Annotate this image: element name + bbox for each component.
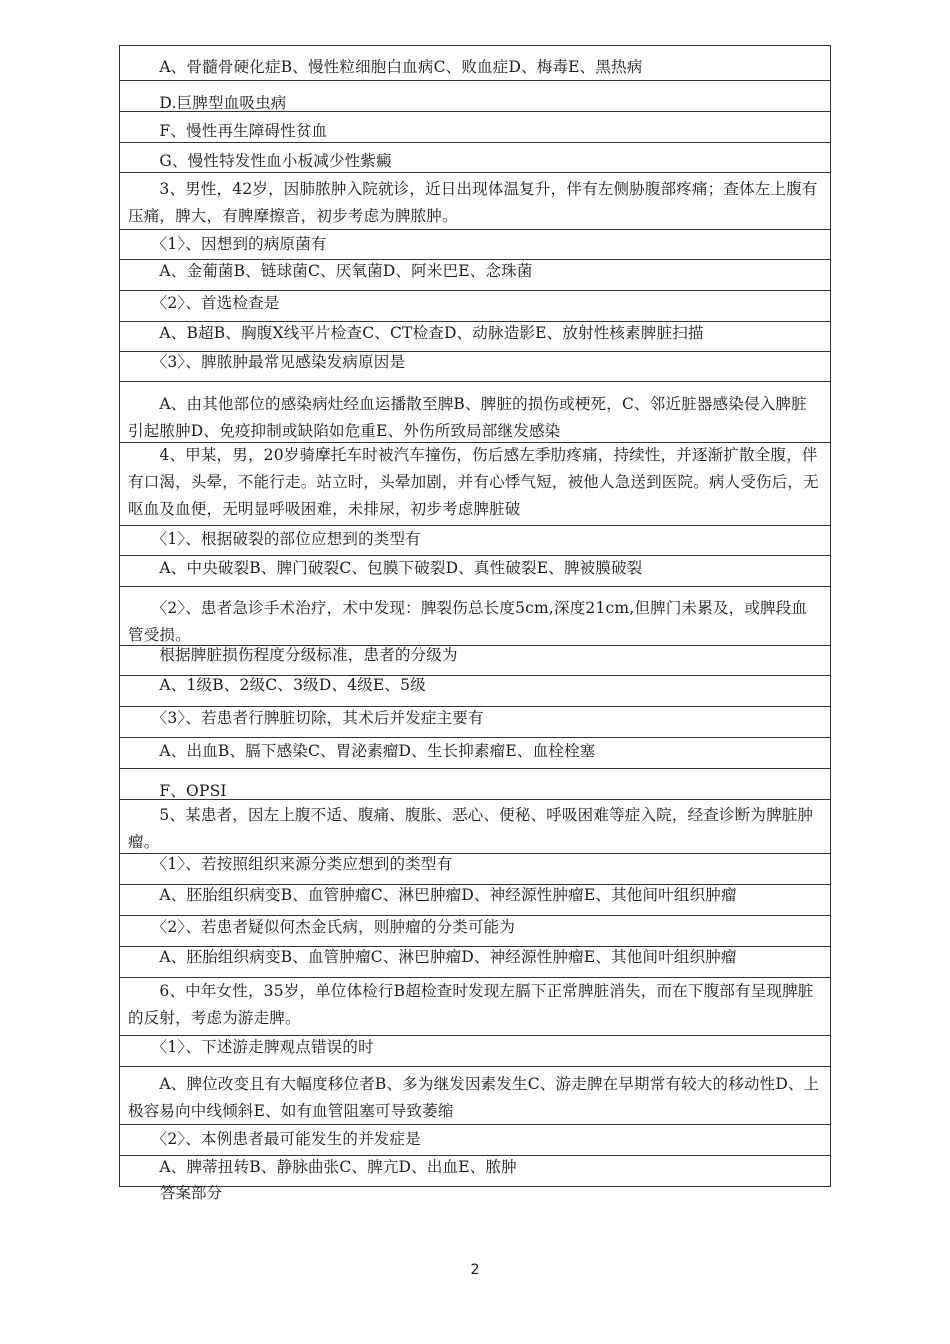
row-text: 〈3〉、脾脓肿最常见感染发病原因是 <box>128 353 406 371</box>
row-text: A、胚胎组织病变B、血管肿瘤C、淋巴肿瘤D、神经源性肿瘤E、其他间叶组织肿瘤 <box>128 948 737 966</box>
table-row <box>119 738 831 769</box>
row-text: A、出血B、膈下感染C、胃泌素瘤D、生长抑素瘤E、血栓栓塞 <box>128 742 596 760</box>
table-row <box>119 646 831 676</box>
table-row <box>119 291 831 322</box>
row-text: F、慢性再生障碍性贫血 <box>128 122 328 140</box>
table-row <box>119 916 831 947</box>
page-number: 2 <box>470 1262 480 1278</box>
row-text: G、慢性特发性血小板减少性紫癜 <box>128 152 392 170</box>
row-text: 〈2〉、患者急诊手术治疗，术中发现：脾裂伤总长度5cm,深度21cm,但脾门未累及，或脾段血管受损。 <box>128 599 808 644</box>
table-row <box>119 443 831 526</box>
table-row <box>119 112 831 143</box>
row-text: 〈1〉、下述游走脾观点错误的时 <box>128 1038 374 1056</box>
table-row <box>119 676 831 707</box>
table-row <box>119 978 831 1036</box>
row-text: A、骨髓骨硬化症B、慢性粒细胞白血病C、败血症D、梅毒E、黑热病 <box>128 58 643 76</box>
row-text: 根据脾脏损伤程度分级标准，患者的分级为 <box>128 646 458 664</box>
row-text: A、胚胎组织病变B、血管肿瘤C、淋巴肿瘤D、神经源性肿瘤E、其他间叶组织肿瘤 <box>128 886 737 904</box>
table-row <box>119 143 831 173</box>
row-text: D.巨脾型血吸虫病 <box>128 94 287 112</box>
table-row <box>119 230 831 260</box>
table-row <box>119 46 831 81</box>
table-row <box>119 173 831 230</box>
row-text: 〈1〉、因想到的病原菌有 <box>128 235 327 253</box>
row-text: A、金葡菌B、链球菌C、厌氧菌D、阿米巴E、念珠菌 <box>128 262 533 280</box>
row-text: A、脾位改变且有大幅度移位者B、多为继发因素发生C、游走脾在早期常有较大的移动性D、上极容易向中线倾斜E、如有血管阻塞可导致萎缩 <box>128 1075 820 1120</box>
table-row <box>119 322 831 352</box>
row-text: A、脾蒂扭转B、静脉曲张C、脾亢D、出血E、脓肿 <box>128 1158 517 1176</box>
table-row <box>119 800 831 854</box>
table-row <box>119 81 831 112</box>
table-row <box>119 1067 831 1125</box>
row-text: 4、甲某，男，20岁骑摩托车时被汽车撞伤，伤后感左季肋疼痛，持续性，并逐渐扩散全腹，伴有口渴，头晕，不能行走。站立时，头晕加剧，并有心悸气短，被他人急送到医院。病人受伤后，无呕血及血便，无明显呼吸困难，未排尿，初步考虑脾脏破 <box>128 446 819 518</box>
table-row <box>119 947 831 978</box>
row-text: 〈2〉、首选检查是 <box>128 294 280 312</box>
table-row <box>119 1125 831 1156</box>
row-text: 5、某患者，因左上腹不适、腹痛、腹胀、恶心、便秘、呼吸困难等症入院，经查诊断为脾脏肿瘤。 <box>128 806 814 851</box>
row-text: 〈3〉、若患者行脾脏切除，其术后并发症主要有 <box>128 709 484 727</box>
row-text: A、中央破裂B、脾门破裂C、包膜下破裂D、真性破裂E、脾被膜破裂 <box>128 559 643 577</box>
row-text: 〈1〉、根据破裂的部位应想到的类型有 <box>128 530 421 548</box>
row-text: 〈2〉、本例患者最可能发生的并发症是 <box>128 1130 421 1148</box>
row-text: 3、男性，42岁，因肺脓肿入院就诊，近日出现体温复升，伴有左侧胁腹部疼痛；查体左上腹有压痛，脾大，有脾摩擦音，初步考虑为脾脓肿。 <box>128 180 818 225</box>
row-text: A、由其他部位的感染病灶经血运播散至脾B、脾脏的损伤或梗死，C、邻近脏器感染侵入脾脏引起脓肿D、免疫抑制或缺陷如危重E、外伤所致局部继发感染 <box>128 395 807 440</box>
row-text: 〈2〉、若患者疑似何杰金氏病，则肿瘤的分类可能为 <box>128 918 516 936</box>
table-row <box>119 352 831 382</box>
row-text: 6、中年女性，35岁，单位体检行B超检查时发现左膈下正常脾脏消失，而在下腹部有呈现脾脏的反射，考虑为游走脾。 <box>128 982 814 1027</box>
table-row <box>119 382 831 443</box>
table-row <box>119 526 831 556</box>
table-row <box>119 556 831 587</box>
row-text: F、OPSI <box>128 782 227 800</box>
row-text: 〈1〉、若按照组织来源分类应想到的类型有 <box>128 855 453 873</box>
table-row <box>119 707 831 738</box>
table-row <box>119 260 831 291</box>
table-row <box>119 1036 831 1067</box>
table-row <box>119 1156 831 1187</box>
table-row <box>119 587 831 646</box>
row-text: A、B超B、胸腹X线平片检查C、CT检查D、动脉造影E、放射性核素脾脏扫描 <box>128 324 704 342</box>
table-row <box>119 885 831 916</box>
table-row <box>119 854 831 885</box>
row-text: A、1级B、2级C、3级D、4级E、5级 <box>128 676 426 694</box>
question-table <box>119 45 831 1187</box>
table-row <box>119 769 831 800</box>
answer-heading: 答案部分 <box>160 1184 223 1202</box>
